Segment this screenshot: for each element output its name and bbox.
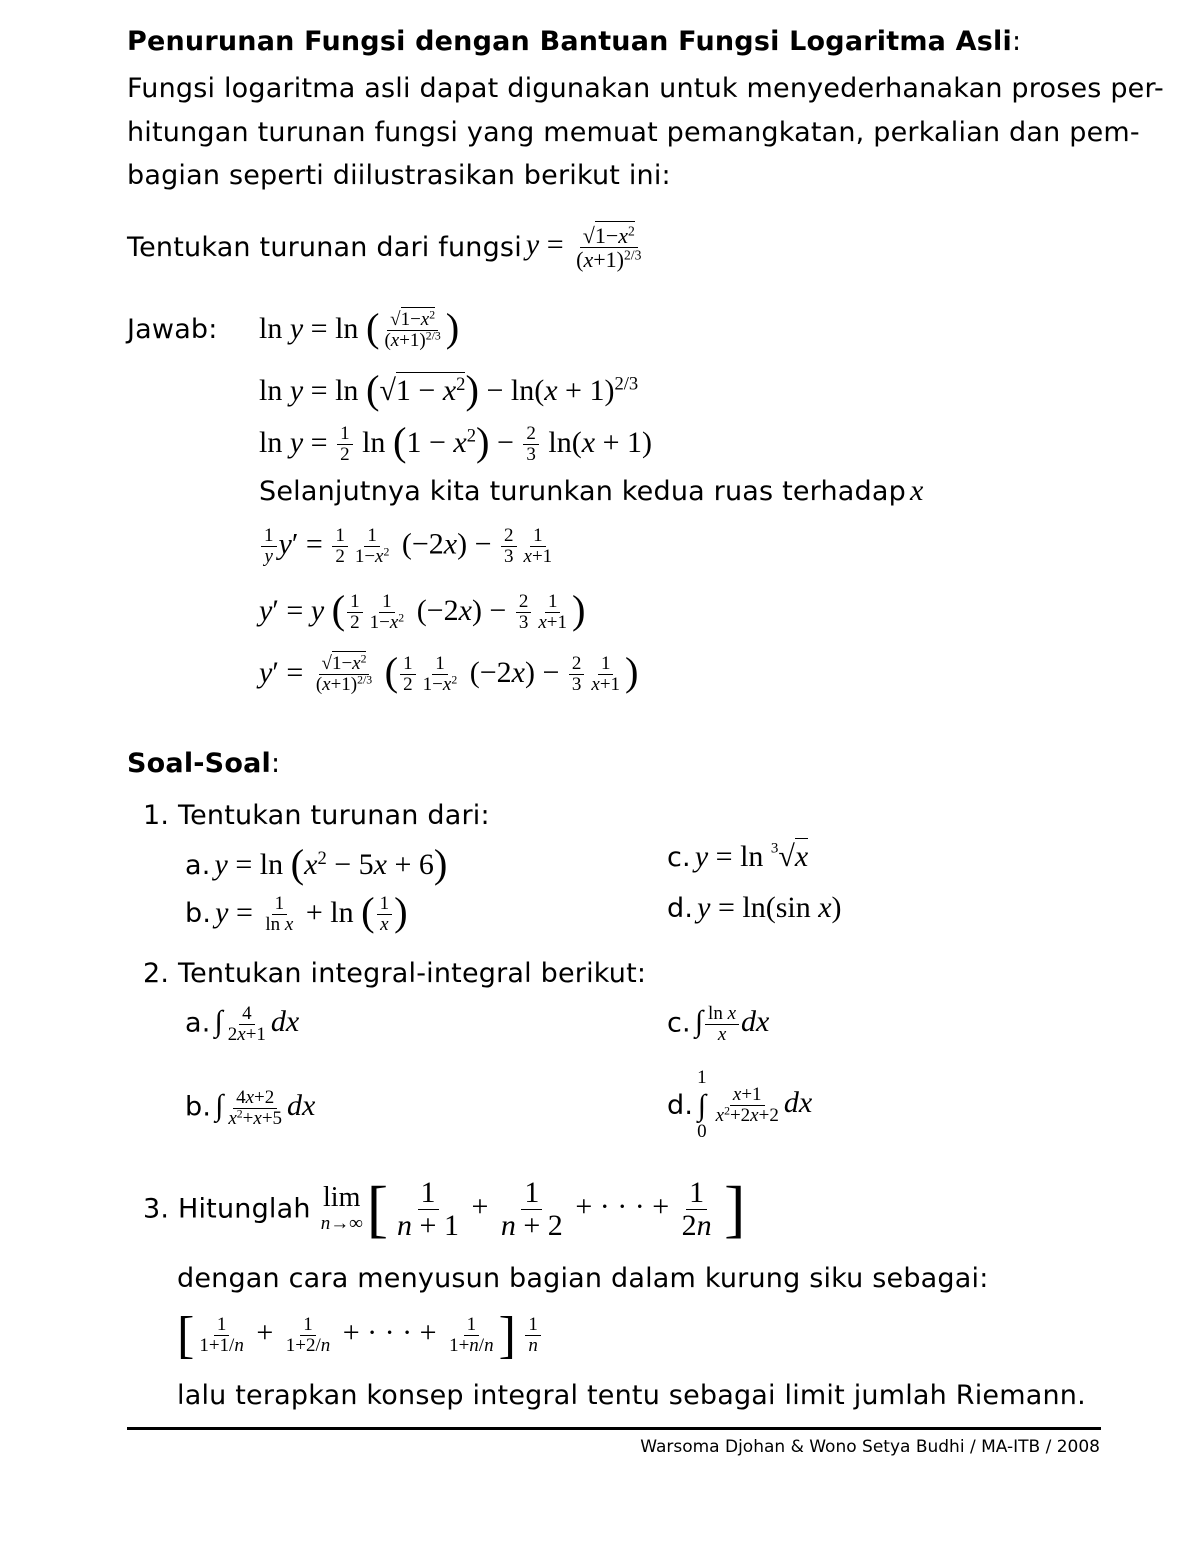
example-prompt bbox=[127, 224, 646, 271]
page-title bbox=[127, 26, 1021, 57]
exercises-heading bbox=[127, 748, 280, 779]
q2-b: b. ∫ $\frac{4x+2}{x^2+x+5}$ dx bbox=[185, 1087, 316, 1129]
q1-text: Tentukan turunan dari: bbox=[177, 800, 490, 831]
intro-line-1: Fungsi logaritma asli dapat digunakan untuk menyederhanakan proses per- bbox=[127, 73, 1164, 104]
step-4: $\frac{1}{y}$ y′ = $\frac{1}{2}$ $\frac{1}{1-x^2}$ (−2x) − $\frac{2}{3}$ $\frac{1}{x+1}$ bbox=[259, 526, 557, 567]
q1-d: d. y = ln(sin x) bbox=[667, 891, 842, 924]
q3-line2: dengan cara menyusun bagian dalam kurung siku sebagai: bbox=[177, 1263, 989, 1294]
q2-number: 2. bbox=[143, 958, 170, 989]
step-6: y′ = $\frac{√1-x^2}{(x+1)^{2/3}}$ ( $\frac{1}{2}$ $\frac{1}{1-x^2}$ (−2x) − $\frac{2}{3}$ $\frac{1}{x+1}$ ) bbox=[259, 649, 639, 696]
q3-number: 3. bbox=[143, 1193, 170, 1225]
q1-number: 1. bbox=[143, 800, 170, 831]
exercises-heading-bold: Soal-Soal bbox=[127, 748, 271, 779]
q1-a: a. $y = \ln (x^2 - 5x + 6)$ bbox=[185, 841, 448, 886]
step-2: $\ln y = \ln (√1 - x^2) - \ln(x + 1)^{2/3}$ bbox=[259, 367, 639, 412]
footer-rule bbox=[127, 1427, 1101, 1430]
exercises-heading-colon: : bbox=[270, 748, 281, 779]
q1-b: b. y = $\frac{1}{\text{ln x}}$ + ln ( $\frac{1}{x}$ ) bbox=[185, 889, 408, 936]
q2-d: d. 1 ∫ 0 $\frac{x+1}{x^2+2x+2}$ dx bbox=[667, 1067, 813, 1142]
q2-text: Tentukan integral-integral berikut: bbox=[177, 958, 647, 989]
step-3: ln y = $\frac{1}{2}$ $\ln (1 - x^2)$ − $\frac{2}{3}$ ln(x + 1) bbox=[259, 419, 652, 466]
q1-c: c. y = ln $^3$√x bbox=[667, 840, 809, 873]
q2-c: c. ∫ $\frac{\text{ln x}}{x}$ dx bbox=[667, 1003, 770, 1045]
q3-text: Hitunglah bbox=[177, 1193, 311, 1225]
intro-line-3: bagian seperti diilustrasikan berikut ini: bbox=[127, 160, 671, 191]
step-1: ln y = ln ( $\frac{√1-x^2}{(x+1)^{2/3}}$ ) bbox=[259, 305, 460, 352]
intro-line-2: hitungan turunan fungsi yang memuat pemangkatan, perkalian dan pem- bbox=[127, 117, 1140, 148]
footer-credit: Warsoma Djohan & Wono Setya Budhi / MA-ITB / 2008 bbox=[640, 1437, 1100, 1457]
q3-main: 3. Hitunglah lim n→∞ [ $\frac{1}{n + 1}$ + $\frac{1}{n + 2}$ + · · · + $\frac{1}{2n}$ ] bbox=[143, 1173, 746, 1244]
step-text: Selanjutnya kita turunkan kedua ruas terhadap x bbox=[259, 474, 924, 507]
q2-header bbox=[143, 958, 646, 989]
q1-header bbox=[143, 800, 490, 831]
q3-riemann-sum: [ $\frac{1}{1+1/n}$ + $\frac{1}{1+2/n}$ + · · · + $\frac{1}{1+n/n}$ ] $\frac{1}{n}$ bbox=[177, 1306, 543, 1365]
page-title-colon: : bbox=[1011, 26, 1022, 57]
q3-line3: lalu terapkan konsep integral tentu sebagai limit jumlah Riemann. bbox=[177, 1380, 1086, 1411]
example-prompt-text: Tentukan turunan dari fungsi bbox=[127, 232, 522, 264]
example-function: y = $\frac{√1-x^2}{(x+1)^{2/3}}$ bbox=[525, 223, 642, 273]
page-title-bold: Penurunan Fungsi dengan Bantuan Fungsi Logaritma Asli bbox=[127, 26, 1012, 57]
answer-label: Jawab: bbox=[127, 314, 218, 345]
q2-a: a. ∫ $\frac{4}{2x+1}$ dx bbox=[185, 1003, 300, 1045]
step-5: y′ = y ( $\frac{1}{2}$ $\frac{1}{1-x^2}$ (−2x) − $\frac{2}{3}$ $\frac{1}{x+1}$ ) bbox=[259, 587, 586, 634]
